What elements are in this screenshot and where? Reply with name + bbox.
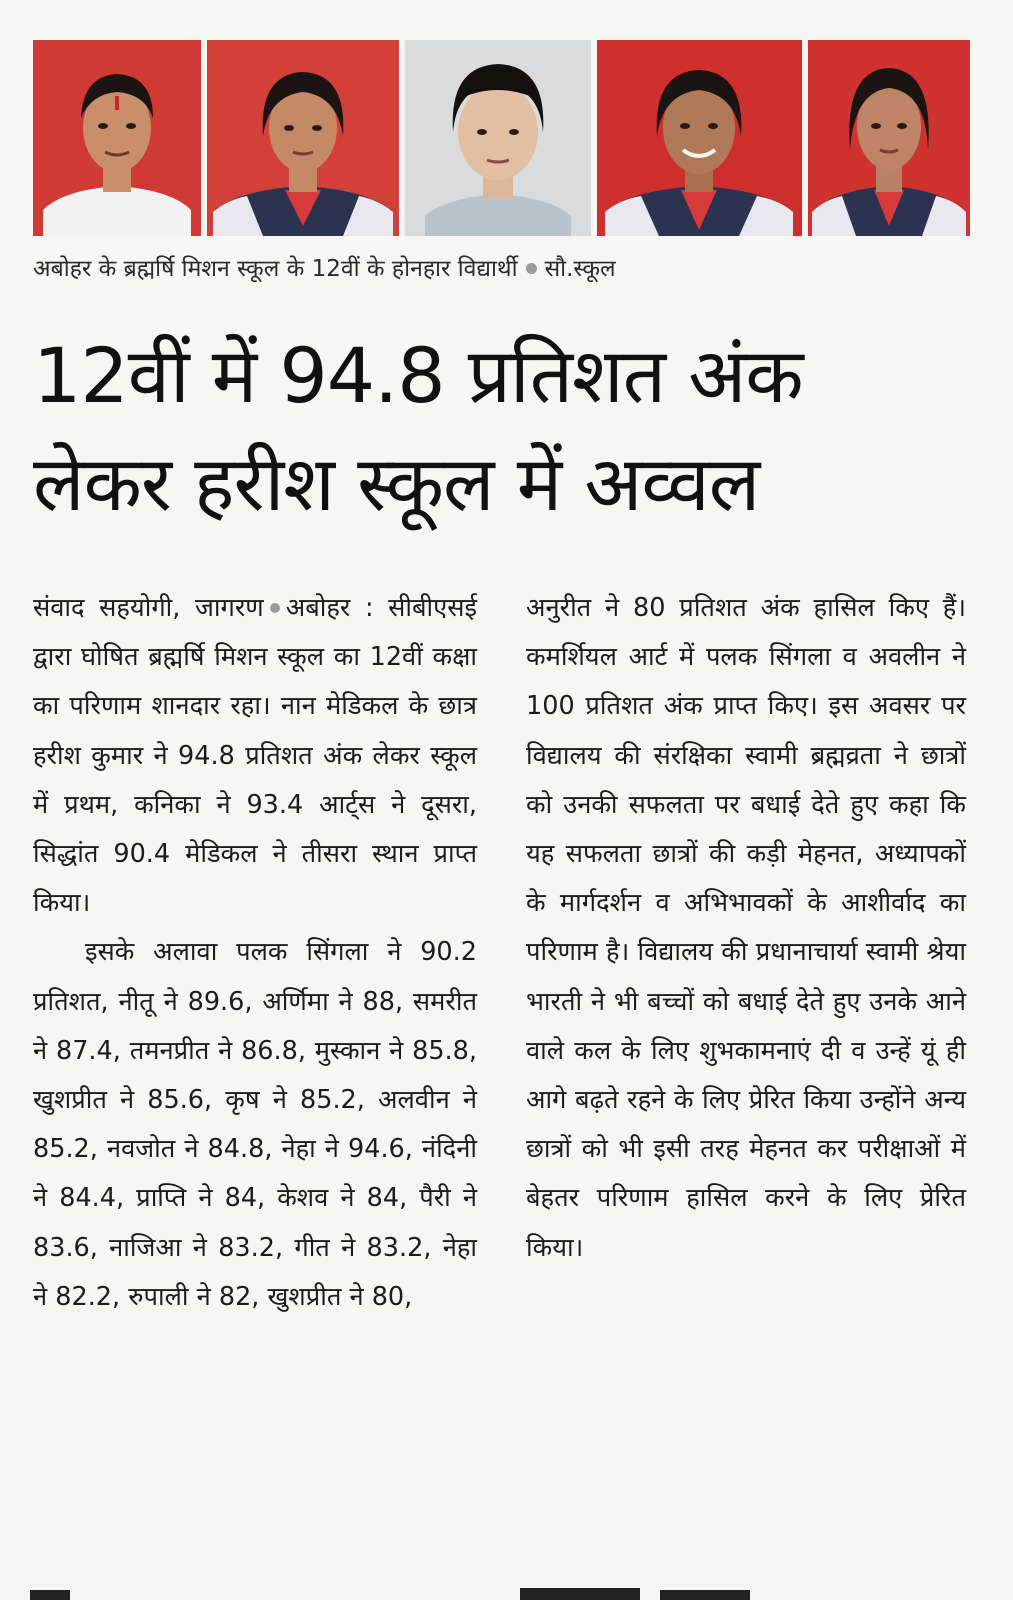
article-column-right <box>526 584 966 1273</box>
article-paragraph-1 <box>33 584 477 928</box>
article-column-left <box>33 584 477 1322</box>
paragraph-1-text: सीबीएसई द्वारा घोषित ब्रह्मर्षि मिशन स्कूल का 12वीं कक्षा का परिणाम शानदार रहा। नान मेडिकल के छात्र हरीश कुमार ने 94.8 प्रतिशत अंक लेकर स्कूल में प्रथम, कनिका ने 93.4 आर्ट्स ने दूसरा, सिद्धांत 90.4 मेडिकल ने तीसरा स्थान प्राप्त किया। <box>33 593 477 919</box>
article-paragraph-3: अनुरीत ने 80 प्रतिशत अंक हासिल किए हैं। कमर्शियल आर्ट में पलक सिंगला व अवलीन ने 100 प्रतिशत अंक प्राप्त किए। इस अवसर पर विद्यालय की संरक्षिका स्वामी ब्रह्मव्रता ने छात्रों को उनकी सफलता पर बधाई देते हुए कहा कि यह सफलता छात्रों की कड़ी मेहनत, अध्यापकों के मार्गदर्शन व अभिभावकों के आशीर्वाद का परिणाम है। विद्यालय की प्रधानाचार्या स्वामी श्रेया भारती ने भी बच्चों को बधाई देते हुए उनके आने वाले कल के लिए शुभकामनाएं दी व उन्हें यूं ही आगे बढ़ते रहने के लिए प्रेरित किया उन्होंने अन्य छात्रों को भी इसी तरह मेहनत कर परीक्षाओं में बेहतर परिणाम हासिल करने के लिए प्रेरित किया। <box>526 593 966 1263</box>
article-paragraph-2: इसके अलावा पलक सिंगला ने 90.2 प्रतिशत, नीतू ने 89.6, अर्णिमा ने 88, समरीत ने 87.4, तमनप्रीत ने 86.8, मुस्कान ने 85.8, खुशप्रीत ने 85.6, कृष ने 85.2, अलवीन ने 85.2, नवजोत ने 84.8, नेहा ने 94.6, नंदिनी ने 84.4, प्राप्ति ने 84, केशव ने 84, पैरी ने 83.6, नाजिआ ने 83.2, गीत ने 83.2, नेहा ने 82.2, रुपाली ने 82, खुशप्रीत ने 80, <box>33 937 477 1312</box>
byline: संवाद सहयोगी, जागरण <box>33 593 264 623</box>
next-article-fragment <box>0 1568 1013 1600</box>
student-photo-3 <box>405 40 591 236</box>
headline <box>33 322 978 538</box>
student-photo-2 <box>207 40 399 236</box>
student-photo-1 <box>33 40 201 236</box>
photo-caption <box>33 252 973 286</box>
headline-line-2: लेकर हरीश स्कूल में अव्वल <box>33 439 760 528</box>
caption-text: अबोहर के ब्रह्मर्षि मिशन स्कूल के 12वीं के होनहार विद्यार्थी <box>33 256 518 282</box>
bullet-icon <box>526 263 537 274</box>
dateline: अबोहर : <box>285 593 374 623</box>
photo-strip <box>33 40 970 236</box>
headline-line-1: 12वीं में 94.8 प्रतिशत अंक <box>33 331 803 420</box>
caption-credit: सौ.स्कूल <box>544 256 616 282</box>
bullet-icon <box>270 603 280 613</box>
student-photo-5 <box>808 40 970 236</box>
student-photo-4 <box>597 40 802 236</box>
